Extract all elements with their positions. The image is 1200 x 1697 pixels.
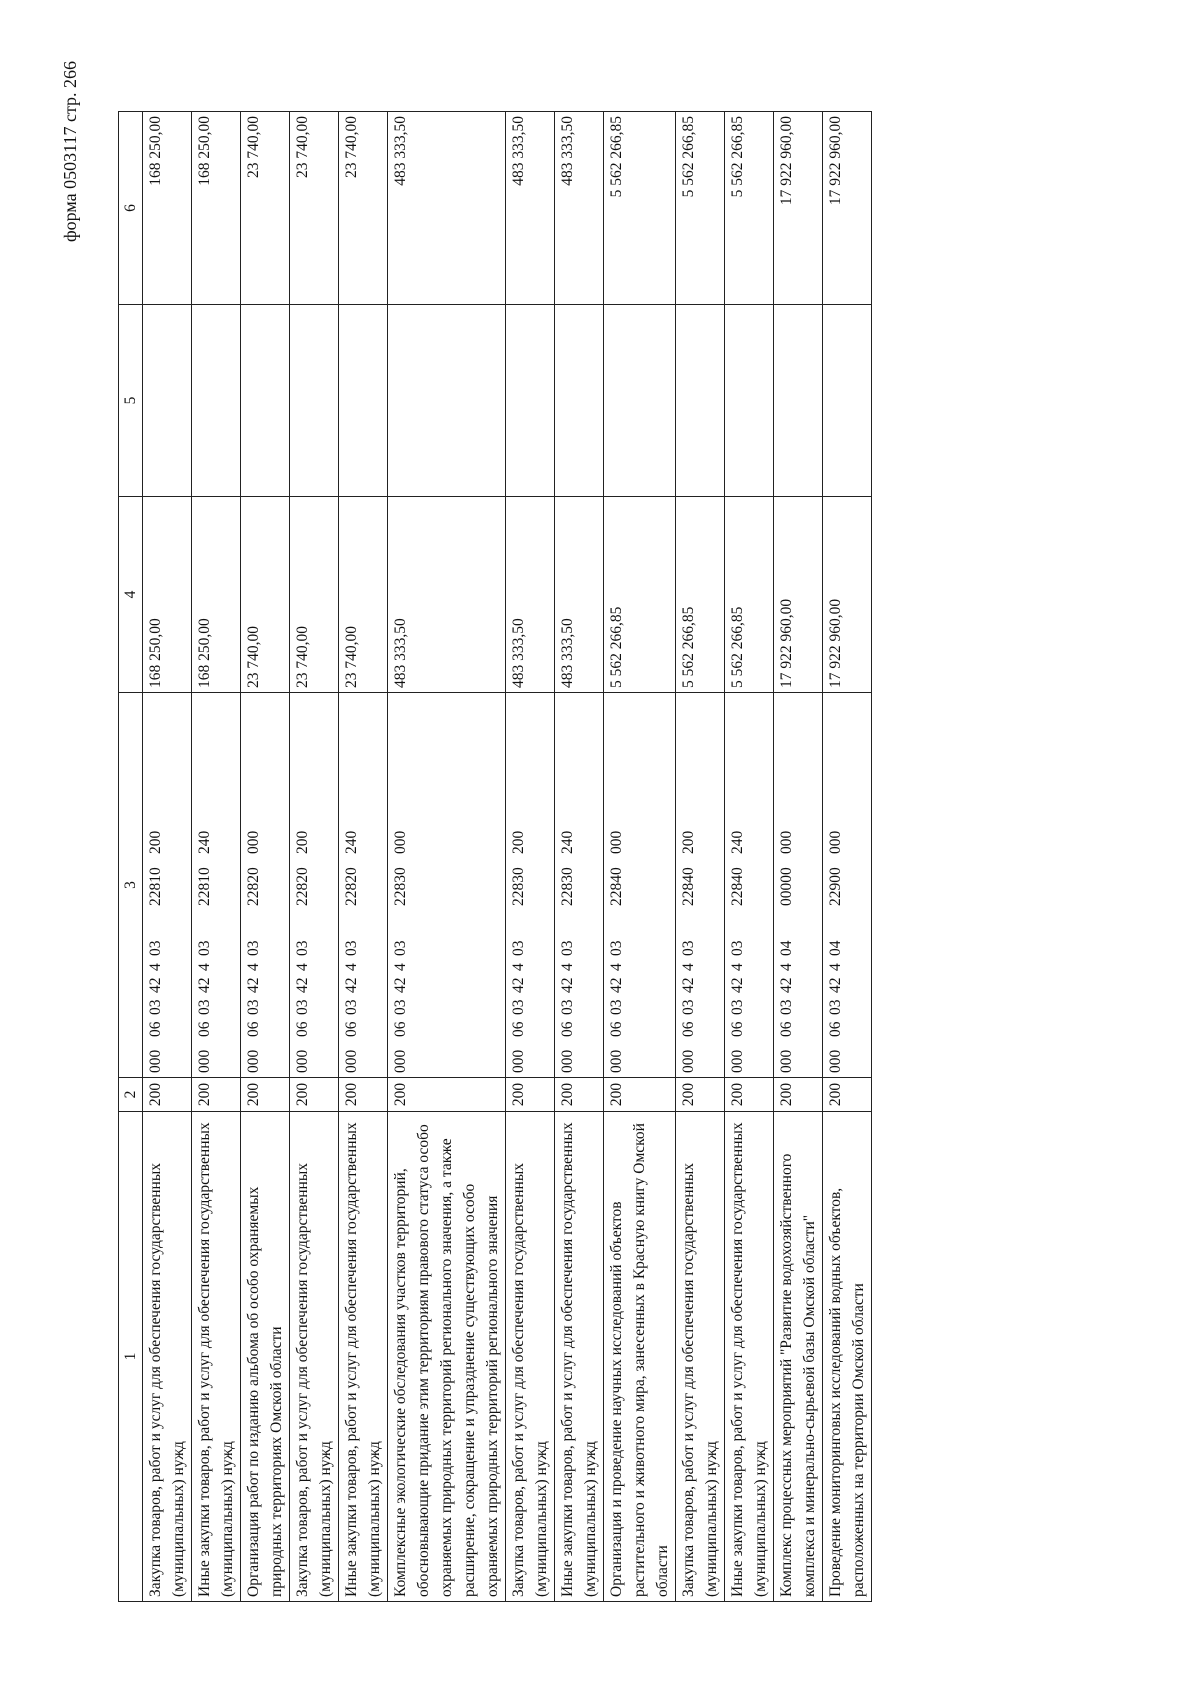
row-name: Закупка товаров, работ и услуг для обеспечения государственных (муниципальных) нужд: [506, 1112, 555, 1602]
code-part: 000: [392, 1049, 409, 1073]
row-col5: [725, 305, 774, 497]
table-row: [676, 112, 725, 1602]
code-part: 06: [559, 1021, 576, 1037]
row-col5: [192, 305, 241, 497]
code-part: 240: [729, 830, 746, 854]
row-line-code: 200: [823, 1078, 872, 1112]
budget-table: [118, 111, 872, 1602]
code-part: 240: [343, 830, 360, 854]
code-part: 42: [343, 977, 360, 993]
row-name: Иные закупки товаров, работ и услуг для обеспечения государственных (муниципальных) нужд: [339, 1112, 388, 1602]
code-part: 03: [294, 940, 311, 956]
code-part: 42: [392, 977, 409, 993]
row-line-code: 200: [290, 1078, 339, 1112]
table-row: [555, 112, 604, 1602]
code-part: 4: [729, 963, 746, 971]
code-part: 000: [245, 1049, 262, 1073]
row-name: Организация и проведение научных исследований объектов растительного и животного мира, занесенных в Красную книгу Омской области: [604, 1112, 676, 1602]
code-part: 22820: [343, 867, 360, 906]
row-name: Иные закупки товаров, работ и услуг для обеспечения государственных (муниципальных) нужд: [725, 1112, 774, 1602]
code-part: 03: [827, 999, 844, 1015]
code-part: 000: [559, 1049, 576, 1073]
code-part: 03: [608, 940, 625, 956]
row-line-code: 200: [339, 1078, 388, 1112]
code-part: 04: [778, 940, 795, 956]
row-approved: 483 333,50: [555, 497, 604, 693]
row-col5: [241, 305, 290, 497]
code-part: 000: [827, 1049, 844, 1073]
code-part: 4: [343, 963, 360, 971]
row-approved: 23 740,00: [339, 497, 388, 693]
code-part: 22820: [245, 867, 262, 906]
row-line-code: 200: [676, 1078, 725, 1112]
code-part: 200: [294, 830, 311, 854]
code-part: 4: [559, 963, 576, 971]
code-part: 22900: [827, 867, 844, 906]
row-col5: [774, 305, 823, 497]
code-part: 42: [827, 977, 844, 993]
row-col6: 17 922 960,00: [823, 112, 872, 305]
code-part: 4: [608, 963, 625, 971]
row-classification-code: [725, 693, 774, 1078]
row-approved: 23 740,00: [290, 497, 339, 693]
column-header-5: 5: [119, 305, 143, 497]
column-header-4: 4: [119, 497, 143, 693]
code-part: 06: [392, 1021, 409, 1037]
row-classification-code: [290, 693, 339, 1078]
code-part: 03: [392, 999, 409, 1015]
row-col5: [676, 305, 725, 497]
code-parts: [291, 697, 314, 1073]
code-parts: [507, 697, 530, 1073]
table-row: [725, 112, 774, 1602]
row-approved: 168 250,00: [192, 497, 241, 693]
code-part: 22830: [392, 867, 409, 906]
code-part: 03: [510, 999, 527, 1015]
table-row: [290, 112, 339, 1602]
code-part: 00000: [778, 867, 795, 906]
code-part: 000: [729, 1049, 746, 1073]
row-name: Иные закупки товаров, работ и услуг для обеспечения государственных (муниципальных) нужд: [192, 1112, 241, 1602]
code-parts: [726, 697, 749, 1073]
code-part: 42: [147, 977, 164, 993]
code-part: 000: [827, 830, 844, 854]
row-approved: 483 333,50: [388, 497, 506, 693]
code-part: 4: [294, 963, 311, 971]
row-line-code: 200: [604, 1078, 676, 1112]
code-parts: [340, 697, 363, 1073]
code-part: 03: [147, 999, 164, 1015]
column-header-3: 3: [119, 693, 143, 1078]
code-part: 22810: [196, 867, 213, 906]
code-part: 42: [294, 977, 311, 993]
code-part: 4: [392, 963, 409, 971]
row-name: Закупка товаров, работ и услуг для обеспечения государственных (муниципальных) нужд: [676, 1112, 725, 1602]
code-parts: [556, 697, 579, 1073]
row-name: Закупка товаров, работ и услуг для обеспечения государственных (муниципальных) нужд: [143, 1112, 192, 1602]
row-classification-code: [192, 693, 241, 1078]
code-part: 000: [680, 1049, 697, 1073]
table-row: [241, 112, 290, 1602]
code-part: 42: [245, 977, 262, 993]
code-part: 03: [729, 940, 746, 956]
row-approved: 17 922 960,00: [774, 497, 823, 693]
table-row: [192, 112, 241, 1602]
header-row: [119, 112, 143, 1602]
code-part: 000: [196, 1049, 213, 1073]
table-row: [604, 112, 676, 1602]
code-part: 200: [147, 830, 164, 854]
column-header-6: 6: [119, 112, 143, 305]
code-part: 4: [147, 963, 164, 971]
form-label: форма 0503117 стр. 266: [60, 60, 80, 242]
code-part: 000: [294, 1049, 311, 1073]
code-part: 06: [778, 1021, 795, 1037]
code-parts: [824, 697, 847, 1073]
row-classification-code: [604, 693, 676, 1078]
row-col5: [290, 305, 339, 497]
row-line-code: 200: [192, 1078, 241, 1112]
code-parts: [242, 697, 265, 1073]
code-part: 000: [147, 1049, 164, 1073]
code-part: 000: [608, 830, 625, 854]
code-part: 03: [778, 999, 795, 1015]
table-row: [823, 112, 872, 1602]
code-part: 22830: [510, 867, 527, 906]
code-part: 03: [680, 999, 697, 1015]
row-classification-code: [774, 693, 823, 1078]
row-approved: 5 562 266,85: [725, 497, 774, 693]
code-part: 03: [343, 999, 360, 1015]
row-col5: [604, 305, 676, 497]
code-parts: [605, 697, 628, 1073]
row-classification-code: [241, 693, 290, 1078]
code-part: 03: [245, 999, 262, 1015]
code-part: 22840: [608, 867, 625, 906]
code-part: 4: [245, 963, 262, 971]
table-row: [506, 112, 555, 1602]
code-part: 42: [778, 977, 795, 993]
code-part: 06: [729, 1021, 746, 1037]
code-part: 03: [343, 940, 360, 956]
code-part: 22810: [147, 867, 164, 906]
row-line-code: 200: [774, 1078, 823, 1112]
row-col6: 5 562 266,85: [604, 112, 676, 305]
code-part: 03: [510, 940, 527, 956]
row-col6: 168 250,00: [192, 112, 241, 305]
row-classification-code: [676, 693, 725, 1078]
code-part: 03: [729, 999, 746, 1015]
row-line-code: 200: [241, 1078, 290, 1112]
row-col6: 5 562 266,85: [725, 112, 774, 305]
code-part: 22830: [559, 867, 576, 906]
code-part: 4: [510, 963, 527, 971]
code-part: 06: [294, 1021, 311, 1037]
code-part: 06: [147, 1021, 164, 1037]
code-parts: [677, 697, 700, 1073]
row-classification-code: [143, 693, 192, 1078]
code-part: 42: [510, 977, 527, 993]
table-row: [143, 112, 192, 1602]
code-part: 06: [196, 1021, 213, 1037]
code-part: 42: [680, 977, 697, 993]
row-name: Иные закупки товаров, работ и услуг для обеспечения государственных (муниципальных) нужд: [555, 1112, 604, 1602]
code-part: 4: [680, 963, 697, 971]
code-part: 06: [680, 1021, 697, 1037]
row-col6: 483 333,50: [506, 112, 555, 305]
code-part: 06: [245, 1021, 262, 1037]
code-part: 03: [245, 940, 262, 956]
table-row: [339, 112, 388, 1602]
code-part: 22840: [680, 867, 697, 906]
code-part: 000: [778, 1049, 795, 1073]
row-name: Комплекс процессных мероприятий "Развитие водохозяйственного комплекса и минерально-сырьевой базы Омской области": [774, 1112, 823, 1602]
code-part: 06: [510, 1021, 527, 1037]
code-part: 06: [343, 1021, 360, 1037]
code-part: 200: [510, 830, 527, 854]
row-approved: 168 250,00: [143, 497, 192, 693]
code-part: 000: [608, 1049, 625, 1073]
row-name: Проведение мониторинговых исследований водных объектов, расположенных на территории Омской области: [823, 1112, 872, 1602]
code-part: 42: [608, 977, 625, 993]
row-col6: 483 333,50: [555, 112, 604, 305]
row-line-code: 200: [725, 1078, 774, 1112]
row-col5: [823, 305, 872, 497]
row-classification-code: [506, 693, 555, 1078]
row-classification-code: [339, 693, 388, 1078]
row-col6: 17 922 960,00: [774, 112, 823, 305]
code-part: 03: [608, 999, 625, 1015]
code-parts: [775, 697, 798, 1073]
table-row: [774, 112, 823, 1602]
column-header-1: 1: [119, 1112, 143, 1602]
row-col5: [555, 305, 604, 497]
code-part: 240: [559, 830, 576, 854]
row-line-code: 200: [555, 1078, 604, 1112]
code-parts: [389, 697, 412, 1073]
row-col5: [143, 305, 192, 497]
code-part: 200: [680, 830, 697, 854]
row-col6: 23 740,00: [241, 112, 290, 305]
row-col6: 23 740,00: [290, 112, 339, 305]
code-part: 03: [559, 940, 576, 956]
code-part: 240: [196, 830, 213, 854]
code-part: 06: [608, 1021, 625, 1037]
code-part: 42: [729, 977, 746, 993]
code-part: 000: [343, 1049, 360, 1073]
row-approved: 483 333,50: [506, 497, 555, 693]
row-line-code: 200: [506, 1078, 555, 1112]
row-line-code: 200: [143, 1078, 192, 1112]
column-header-2: 2: [119, 1078, 143, 1112]
table-body: [143, 112, 872, 1602]
code-part: 03: [559, 999, 576, 1015]
code-parts: [144, 697, 167, 1073]
row-approved: 5 562 266,85: [676, 497, 725, 693]
code-part: 03: [196, 999, 213, 1015]
code-part: 04: [827, 940, 844, 956]
code-part: 4: [827, 963, 844, 971]
row-approved: 17 922 960,00: [823, 497, 872, 693]
code-part: 22820: [294, 867, 311, 906]
row-col6: 23 740,00: [339, 112, 388, 305]
row-line-code: 200: [388, 1078, 506, 1112]
row-approved: 23 740,00: [241, 497, 290, 693]
code-part: 4: [778, 963, 795, 971]
code-part: 000: [510, 1049, 527, 1073]
code-part: 03: [147, 940, 164, 956]
code-part: 42: [196, 977, 213, 993]
code-part: 000: [245, 830, 262, 854]
row-name: Организация работ по изданию альбома об особо охраняемых природных территориях Омской области: [241, 1112, 290, 1602]
row-col5: [339, 305, 388, 497]
code-part: 03: [196, 940, 213, 956]
code-part: 03: [680, 940, 697, 956]
code-part: 06: [827, 1021, 844, 1037]
code-part: 03: [392, 940, 409, 956]
row-col6: 168 250,00: [143, 112, 192, 305]
row-approved: 5 562 266,85: [604, 497, 676, 693]
row-col5: [388, 305, 506, 497]
row-col5: [506, 305, 555, 497]
row-classification-code: [555, 693, 604, 1078]
row-col6: 5 562 266,85: [676, 112, 725, 305]
row-name: Комплексные экологические обследования участков территорий, обосновывающие придание этим территориям правового статуса особо охраняемых природных территорий регионального значения, а также расширение, сокращение и упразднение существующих особо охраняемых природных территорий регионального значения: [388, 1112, 506, 1602]
code-part: 22840: [729, 867, 746, 906]
code-part: 42: [559, 977, 576, 993]
code-part: 000: [778, 830, 795, 854]
row-col6: 483 333,50: [388, 112, 506, 305]
table-row: [388, 112, 506, 1602]
code-part: 000: [392, 830, 409, 854]
row-name: Закупка товаров, работ и услуг для обеспечения государственных (муниципальных) нужд: [290, 1112, 339, 1602]
code-part: 4: [196, 963, 213, 971]
code-parts: [193, 697, 216, 1073]
row-classification-code: [388, 693, 506, 1078]
row-classification-code: [823, 693, 872, 1078]
code-part: 03: [294, 999, 311, 1015]
